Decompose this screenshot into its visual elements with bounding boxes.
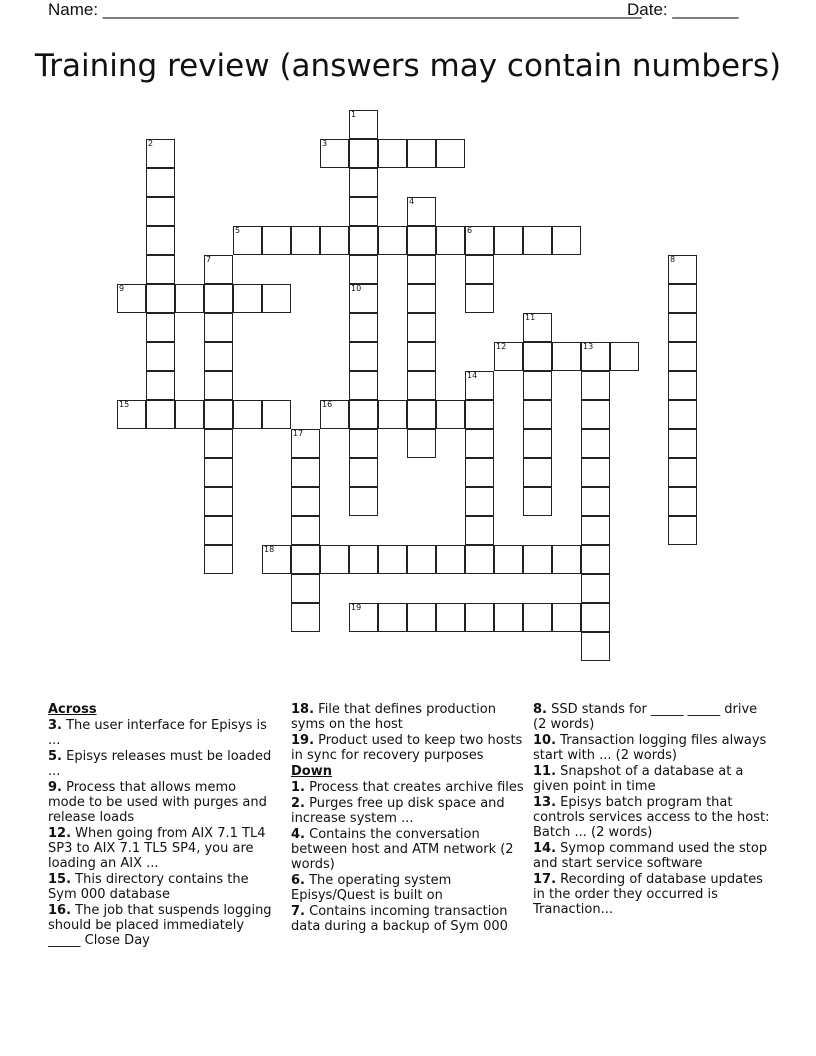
grid-cell[interactable] <box>146 284 175 313</box>
grid-cell[interactable] <box>465 545 494 574</box>
grid-cell[interactable] <box>581 429 610 458</box>
clue-number-label: 4. <box>291 827 305 842</box>
grid-cell[interactable] <box>204 429 233 458</box>
grid-cell[interactable] <box>465 226 494 255</box>
grid-cell[interactable] <box>407 139 436 168</box>
grid-cell[interactable] <box>291 574 320 603</box>
grid-cell[interactable] <box>378 545 407 574</box>
grid-cell[interactable] <box>436 226 465 255</box>
grid-cell[interactable] <box>668 371 697 400</box>
section-heading-down: Down <box>291 764 332 779</box>
clue-number-label: 15. <box>48 872 72 887</box>
grid-cell[interactable] <box>349 139 378 168</box>
grid-cell[interactable] <box>407 342 436 371</box>
clue-number-label: 13. <box>533 795 557 810</box>
grid-cell[interactable] <box>523 603 552 632</box>
grid-cell[interactable] <box>494 545 523 574</box>
clue-text: 12. When going from AIX 7.1 TL4 SP3 to AIX 7.1 TL5 SP4, you are loading an AIX ... <box>48 826 266 871</box>
grid-cell[interactable] <box>117 400 146 429</box>
grid-cell[interactable] <box>146 400 175 429</box>
grid-cell[interactable] <box>436 400 465 429</box>
grid-cell[interactable] <box>291 458 320 487</box>
grid-cell[interactable] <box>407 603 436 632</box>
grid-cell[interactable] <box>581 545 610 574</box>
clue-text: 10. Transaction logging files always start with ... (2 words) <box>533 733 767 763</box>
clue-number-label: 12. <box>48 826 72 841</box>
clue-number-1: 1 <box>351 110 357 119</box>
grid-cell[interactable] <box>204 342 233 371</box>
grid-cell[interactable] <box>291 516 320 545</box>
grid-cell[interactable] <box>407 284 436 313</box>
grid-cell[interactable] <box>465 458 494 487</box>
grid-cell[interactable] <box>581 603 610 632</box>
clue-number-5: 5 <box>235 226 241 235</box>
page-title: Training review (answers may contain numbers) <box>34 48 782 84</box>
clue-number-label: 10. <box>533 733 557 748</box>
grid-cell[interactable] <box>523 400 552 429</box>
clue-text: 15. This directory contains the Sym 000 database <box>48 872 249 902</box>
grid-cell[interactable] <box>407 429 436 458</box>
grid-cell[interactable] <box>349 545 378 574</box>
grid-cell[interactable] <box>233 400 262 429</box>
clue-text: 13. Episys batch program that controls services access to the host: Batch ... (2 words) <box>533 795 770 840</box>
clue-number-label: 8. <box>533 702 547 717</box>
grid-cell[interactable] <box>581 342 610 371</box>
clue-column-3 <box>533 702 773 918</box>
grid-cell[interactable] <box>320 139 349 168</box>
clue-number-12: 12 <box>496 342 507 351</box>
grid-cell[interactable] <box>204 313 233 342</box>
grid-cell[interactable] <box>668 255 697 284</box>
grid-cell[interactable] <box>349 429 378 458</box>
grid-cell[interactable] <box>320 226 349 255</box>
name-field-line: Name: _________________________________________________________ <box>48 0 642 19</box>
grid-cell[interactable] <box>552 342 581 371</box>
grid-cell[interactable] <box>668 313 697 342</box>
grid-cell[interactable] <box>146 313 175 342</box>
grid-cell[interactable] <box>407 313 436 342</box>
section-heading-across: Across <box>48 702 97 717</box>
grid-cell[interactable] <box>581 458 610 487</box>
grid-cell[interactable] <box>204 545 233 574</box>
clue-text: 5. Episys releases must be loaded ... <box>48 749 272 779</box>
grid-cell[interactable] <box>465 284 494 313</box>
grid-cell[interactable] <box>668 284 697 313</box>
grid-cell[interactable] <box>407 371 436 400</box>
grid-cell[interactable] <box>523 545 552 574</box>
grid-cell[interactable] <box>233 226 262 255</box>
grid-cell[interactable] <box>465 371 494 400</box>
grid-cell[interactable] <box>581 516 610 545</box>
clue-text: 18. File that defines production syms on the host <box>291 702 496 732</box>
grid-cell[interactable] <box>146 342 175 371</box>
grid-cell[interactable] <box>146 255 175 284</box>
date-field-line: Date: _______ <box>627 0 739 19</box>
grid-cell[interactable] <box>349 284 378 313</box>
grid-cell[interactable] <box>552 603 581 632</box>
clue-number-6: 6 <box>467 226 473 235</box>
grid-cell[interactable] <box>349 110 378 139</box>
clue-number-9: 9 <box>119 284 125 293</box>
clue-number-label: 19. <box>291 733 315 748</box>
grid-cell[interactable] <box>407 226 436 255</box>
clue-number-label: 14. <box>533 841 557 856</box>
grid-cell[interactable] <box>204 458 233 487</box>
grid-cell[interactable] <box>233 284 262 313</box>
grid-cell[interactable] <box>581 400 610 429</box>
grid-cell[interactable] <box>349 487 378 516</box>
grid-cell[interactable] <box>204 371 233 400</box>
grid-cell[interactable] <box>407 545 436 574</box>
clue-number-10: 10 <box>351 284 362 293</box>
clue-text: 2. Purges free up disk space and increase system ... <box>291 796 505 826</box>
grid-cell[interactable] <box>349 226 378 255</box>
grid-cell[interactable] <box>668 429 697 458</box>
clue-number-17: 17 <box>293 429 304 438</box>
clue-number-2: 2 <box>148 139 154 148</box>
clue-number-label: 17. <box>533 872 557 887</box>
clue-text: 11. Snapshot of a database at a given point in time <box>533 764 744 794</box>
grid-cell[interactable] <box>552 226 581 255</box>
grid-cell[interactable] <box>175 284 204 313</box>
grid-cell[interactable] <box>204 255 233 284</box>
clue-number-label: 18. <box>291 702 315 717</box>
clue-number-label: 1. <box>291 780 305 795</box>
grid-cell[interactable] <box>262 284 291 313</box>
clue-number-13: 13 <box>583 342 594 351</box>
grid-cell[interactable] <box>581 632 610 661</box>
clue-number-label: 16. <box>48 903 72 918</box>
clue-column-2 <box>291 702 527 935</box>
clue-number-16: 16 <box>322 400 333 409</box>
grid-cell[interactable] <box>349 603 378 632</box>
grid-cell[interactable] <box>291 487 320 516</box>
grid-cell[interactable] <box>465 487 494 516</box>
clue-number-label: 7. <box>291 904 305 919</box>
grid-cell[interactable] <box>668 487 697 516</box>
grid-cell[interactable] <box>523 342 552 371</box>
clue-column-1 <box>48 702 276 949</box>
grid-cell[interactable] <box>465 603 494 632</box>
grid-cell[interactable] <box>349 313 378 342</box>
grid-cell[interactable] <box>204 400 233 429</box>
grid-cell[interactable] <box>349 458 378 487</box>
grid-cell[interactable] <box>465 255 494 284</box>
grid-cell[interactable] <box>465 516 494 545</box>
grid-cell[interactable] <box>291 429 320 458</box>
grid-cell[interactable] <box>523 458 552 487</box>
grid-cell[interactable] <box>465 400 494 429</box>
grid-cell[interactable] <box>204 487 233 516</box>
clue-number-11: 11 <box>525 313 536 322</box>
clue-text: 1. Process that creates archive files <box>291 780 524 795</box>
clue-number-3: 3 <box>322 139 328 148</box>
grid-cell[interactable] <box>668 400 697 429</box>
clue-text: 7. Contains incoming transaction data during a backup of Sym 000 <box>291 904 508 934</box>
clue-number-8: 8 <box>670 255 676 264</box>
grid-cell[interactable] <box>378 400 407 429</box>
grid-cell[interactable] <box>581 487 610 516</box>
clue-number-7: 7 <box>206 255 212 264</box>
grid-cell[interactable] <box>291 226 320 255</box>
grid-cell[interactable] <box>668 342 697 371</box>
clue-number-15: 15 <box>119 400 130 409</box>
grid-cell[interactable] <box>204 516 233 545</box>
grid-cell[interactable] <box>378 226 407 255</box>
grid-cell[interactable] <box>523 371 552 400</box>
grid-cell[interactable] <box>146 197 175 226</box>
grid-cell[interactable] <box>349 168 378 197</box>
grid-cell[interactable] <box>581 371 610 400</box>
grid-cell[interactable] <box>523 226 552 255</box>
grid-cell[interactable] <box>407 197 436 226</box>
grid-cell[interactable] <box>146 371 175 400</box>
grid-cell[interactable] <box>146 168 175 197</box>
grid-cell[interactable] <box>494 342 523 371</box>
grid-cell[interactable] <box>117 284 146 313</box>
grid-cell[interactable] <box>146 139 175 168</box>
clue-text: 16. The job that suspends logging should be placed immediately _____ Close Day <box>48 903 272 948</box>
grid-cell[interactable] <box>610 342 639 371</box>
clue-number-18: 18 <box>264 545 275 554</box>
grid-cell[interactable] <box>494 603 523 632</box>
grid-cell[interactable] <box>262 400 291 429</box>
grid-cell[interactable] <box>378 139 407 168</box>
grid-cell[interactable] <box>349 400 378 429</box>
clue-text: 19. Product used to keep two hosts in sync for recovery purposes <box>291 733 523 763</box>
clue-number-label: 3. <box>48 718 62 733</box>
grid-cell[interactable] <box>378 603 407 632</box>
grid-cell[interactable] <box>262 545 291 574</box>
clue-number-label: 5. <box>48 749 62 764</box>
grid-cell[interactable] <box>436 545 465 574</box>
grid-cell[interactable] <box>320 545 349 574</box>
clue-text: 3. The user interface for Episys is ... <box>48 718 267 748</box>
clue-number-label: 9. <box>48 780 62 795</box>
clue-text: 6. The operating system Episys/Quest is built on <box>291 873 452 903</box>
clue-text: 17. Recording of database updates in the order they occurred is Tranaction... <box>533 872 763 917</box>
grid-cell[interactable] <box>349 255 378 284</box>
grid-cell[interactable] <box>291 545 320 574</box>
grid-cell[interactable] <box>262 226 291 255</box>
clue-text: 8. SSD stands for _____ _____ drive (2 words) <box>533 702 758 732</box>
grid-cell[interactable] <box>349 371 378 400</box>
clue-number-label: 6. <box>291 873 305 888</box>
clue-text: 14. Symop command used the stop and start service software <box>533 841 768 871</box>
grid-cell[interactable] <box>668 458 697 487</box>
grid-cell[interactable] <box>407 400 436 429</box>
grid-cell[interactable] <box>436 139 465 168</box>
grid-cell[interactable] <box>349 197 378 226</box>
grid-cell[interactable] <box>349 342 378 371</box>
grid-cell[interactable] <box>291 603 320 632</box>
grid-cell[interactable] <box>494 226 523 255</box>
clue-text: 4. Contains the conversation between host and ATM network (2 words) <box>291 827 514 872</box>
grid-cell[interactable] <box>407 255 436 284</box>
clue-text: 9. Process that allows memo mode to be used with purges and release loads <box>48 780 267 825</box>
grid-cell[interactable] <box>204 284 233 313</box>
clue-number-19: 19 <box>351 603 362 612</box>
grid-cell[interactable] <box>552 545 581 574</box>
grid-cell[interactable] <box>523 313 552 342</box>
grid-cell[interactable] <box>320 400 349 429</box>
clue-number-label: 2. <box>291 796 305 811</box>
grid-cell[interactable] <box>436 603 465 632</box>
grid-cell[interactable] <box>146 226 175 255</box>
grid-cell[interactable] <box>523 429 552 458</box>
clue-number-4: 4 <box>409 197 415 206</box>
grid-cell[interactable] <box>523 487 552 516</box>
grid-cell[interactable] <box>175 400 204 429</box>
clue-number-label: 11. <box>533 764 557 779</box>
clue-number-14: 14 <box>467 371 478 380</box>
grid-cell[interactable] <box>668 516 697 545</box>
grid-cell[interactable] <box>581 574 610 603</box>
grid-cell[interactable] <box>465 429 494 458</box>
